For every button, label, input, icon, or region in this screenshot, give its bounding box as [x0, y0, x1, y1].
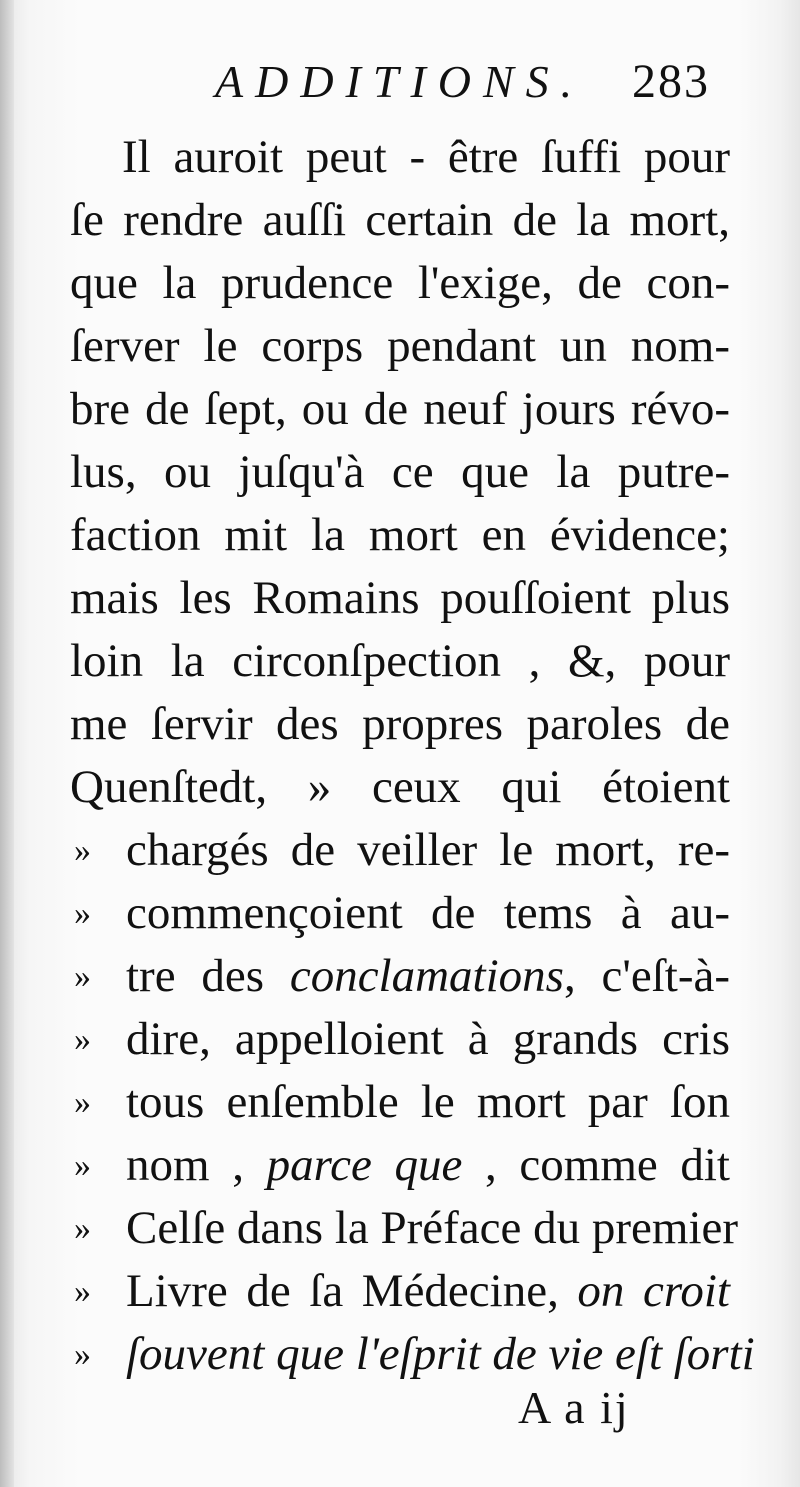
quoted-line: » tous enſemble le mort par ſon — [70, 1071, 730, 1134]
text-line: bre de ſept, ou de neuf jours révo- — [70, 383, 730, 435]
quote-mark: » — [74, 1021, 91, 1058]
text-line: me ſervir des propres paroles de — [70, 698, 730, 750]
signature-mark: A a ij — [518, 1382, 630, 1433]
text-line: Il auroit peut - être ſuffi pour — [122, 131, 730, 183]
quoted-line: » dire, appelloient à grands cris — [70, 1008, 730, 1071]
quote-mark: » — [74, 1084, 91, 1121]
text-line: que la prudence l'exige, de con- — [70, 257, 730, 309]
quoted-line: » chargés de veiller le mort, re- — [70, 819, 730, 882]
italic-term: conclamations — [289, 950, 564, 1002]
text-line: ſe rendre auſſi certain de la mort, — [70, 194, 730, 246]
quoted-line: » tre des conclamations, c'eſt-à- — [70, 945, 730, 1008]
text-line: faction mit la mort en évidence; — [70, 509, 730, 561]
italic-term: on croit — [577, 1265, 730, 1317]
text-line: lus, ou juſqu'à ce que la putre- — [70, 446, 730, 498]
quoted-line: » commençoient de tems à au- — [70, 882, 730, 945]
quote-mark: » — [74, 1210, 91, 1247]
page-header — [0, 52, 800, 112]
body-text — [70, 126, 755, 1386]
quote-mark: » — [74, 1273, 91, 1310]
text-line: Quenſtedt, » ceux qui étoient — [70, 761, 730, 813]
text-line: ſerver le corps pendant un nom- — [70, 320, 730, 372]
quote-mark: » — [74, 1147, 91, 1184]
text-line: loin la circonſpection , &, pour — [70, 635, 730, 687]
page-number: 283 — [632, 55, 710, 108]
quote-mark: » — [74, 895, 91, 932]
italic-term: parce que — [266, 1139, 463, 1191]
quote-mark: » — [74, 832, 91, 869]
running-head: ADDITIONS. — [215, 56, 585, 107]
page-edge-shadow — [0, 0, 14, 1487]
quoted-line: » Livre de ſa Médecine, on croit — [70, 1260, 730, 1323]
quoted-line: » Celſe dans la Préface du premier — [70, 1197, 730, 1260]
quote-mark: » — [74, 1336, 91, 1373]
italic-term: ſouvent que l'eſprit de vie eſt ſorti — [126, 1328, 755, 1380]
quote-mark: » — [74, 958, 91, 995]
text-line: mais les Romains pouſſoient plus — [70, 572, 730, 624]
quoted-line: » nom , parce que , comme dit — [70, 1134, 730, 1197]
quoted-line — [70, 1323, 755, 1386]
